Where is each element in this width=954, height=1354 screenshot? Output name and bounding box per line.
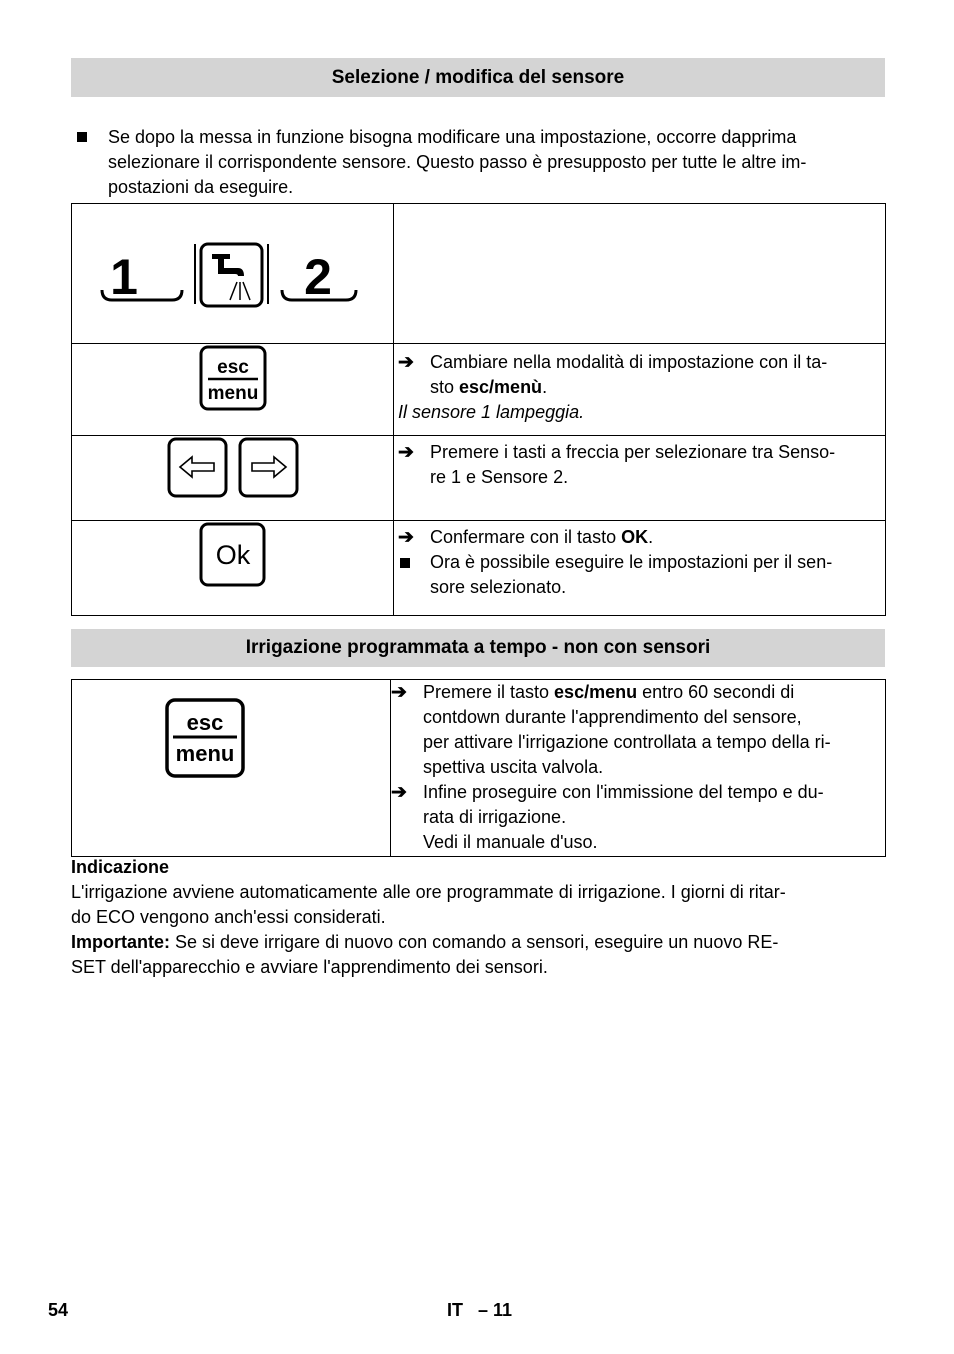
note-line: do ECO vengono anch'essi considerati. — [71, 907, 386, 927]
important-line: SET dell'apparecchio e avviare l'apprendimento dei sensori. — [71, 957, 548, 977]
row-esc-description — [394, 344, 886, 436]
arrow-bullet-icon: ➔ — [398, 352, 414, 373]
arrow-bullet-icon: ➔ — [391, 782, 407, 803]
arrow-bullet-icon: ➔ — [398, 527, 414, 548]
instruction-item — [391, 680, 881, 780]
instruction-line: Infine proseguire con l'immissione del tempo e du- — [423, 782, 824, 802]
intro-line: selezionare il corrispondente sensore. Questo passo è presupposto per tutte le altre im- — [108, 152, 807, 172]
instruction-item — [398, 350, 881, 400]
instruction-line: rata di irrigazione. — [423, 807, 567, 827]
square-bullet-icon — [398, 550, 424, 575]
esc-menu-key-icon — [164, 697, 248, 779]
instruction-line: per attivare l'irrigazione controllata a tempo della ri- — [423, 732, 831, 752]
intro-line: postazioni da eseguire. — [108, 177, 294, 197]
instruction-line: Vedi il manuale d'uso. — [423, 832, 598, 852]
section-title-timed-irrigation: Irrigazione programmata a tempo - non con sensori — [71, 629, 885, 667]
sensor-display-icon — [72, 204, 393, 336]
instruction-line: Premere i tasti a freccia per selezionare tra Senso- — [430, 442, 836, 462]
esc-key-label: esc — [186, 710, 224, 735]
menu-key-label: menu — [175, 741, 235, 766]
note-block — [71, 855, 885, 980]
instruction-line: re 1 e Sensore 2. — [430, 467, 569, 487]
instruction-line: contdown durante l'apprendimento del sensore, — [423, 707, 802, 727]
page-number: 54 — [48, 1300, 69, 1320]
ok-key-icon — [198, 521, 268, 589]
ok-key-cell — [72, 521, 394, 616]
intro-bullet-icon — [77, 132, 87, 142]
display-digit-1: 1 — [110, 249, 138, 305]
status-note: Il sensore 1 lampeggia. — [398, 402, 585, 422]
menu-key-label: menu — [207, 383, 258, 404]
right-arrow-key-icon — [240, 439, 297, 496]
left-arrow-key-icon — [169, 439, 226, 496]
esc-key-cell — [72, 680, 391, 857]
instruction-line: sto esc/menù. — [430, 377, 548, 397]
language-page-label: IT – 11 — [447, 1300, 513, 1320]
instruction-line: Confermare con il tasto OK. — [430, 527, 654, 547]
timed-irrigation-table — [71, 679, 886, 857]
info-item — [398, 550, 881, 600]
arrow-bullet-icon: ➔ — [391, 682, 407, 703]
info-line: Ora è possibile eseguire le impostazioni per il sen- — [430, 552, 833, 572]
instruction-item — [398, 440, 881, 490]
section-title-sensor-selection: Selezione / modifica del sensore — [71, 58, 885, 97]
important-line: Importante: Se si deve irrigare di nuovo con comando a sensori, eseguire un nuovo RE- — [71, 932, 779, 952]
arrow-bullet-icon: ➔ — [398, 442, 414, 463]
arrow-keys-icon — [166, 436, 300, 500]
note-line: L'irrigazione avviene automaticamente alle ore programmate di irrigazione. I giorni di ritar- — [71, 882, 786, 902]
empty-description-cell — [394, 204, 886, 344]
intro-paragraph — [108, 125, 888, 200]
intro-line: Se dopo la messa in funzione bisogna modificare una impostazione, occorre dapprima — [108, 127, 797, 147]
row-ok-description — [394, 521, 886, 616]
instruction-line: Cambiare nella modalità di impostazione con il ta- — [430, 352, 828, 372]
instruction-line: Premere il tasto esc/menu entro 60 secondi di — [423, 682, 795, 702]
esc-menu-key-icon — [198, 344, 268, 412]
info-line: sore selezionato. — [430, 577, 567, 597]
ok-key-label: Ok — [215, 540, 250, 570]
faucet-icon — [212, 254, 250, 300]
timed-irrigation-description — [391, 680, 886, 857]
row-arrows-description — [394, 436, 886, 521]
sensor-selection-table — [71, 203, 886, 616]
esc-key-label: esc — [216, 357, 249, 378]
display-digit-2: 2 — [304, 249, 332, 305]
display-cell — [72, 204, 394, 344]
arrow-keys-cell — [72, 436, 394, 521]
esc-key-cell — [72, 344, 394, 436]
instruction-item — [391, 780, 881, 855]
instruction-item — [398, 525, 881, 550]
note-heading: Indicazione — [71, 857, 170, 877]
instruction-line: spettiva uscita valvola. — [423, 757, 604, 777]
